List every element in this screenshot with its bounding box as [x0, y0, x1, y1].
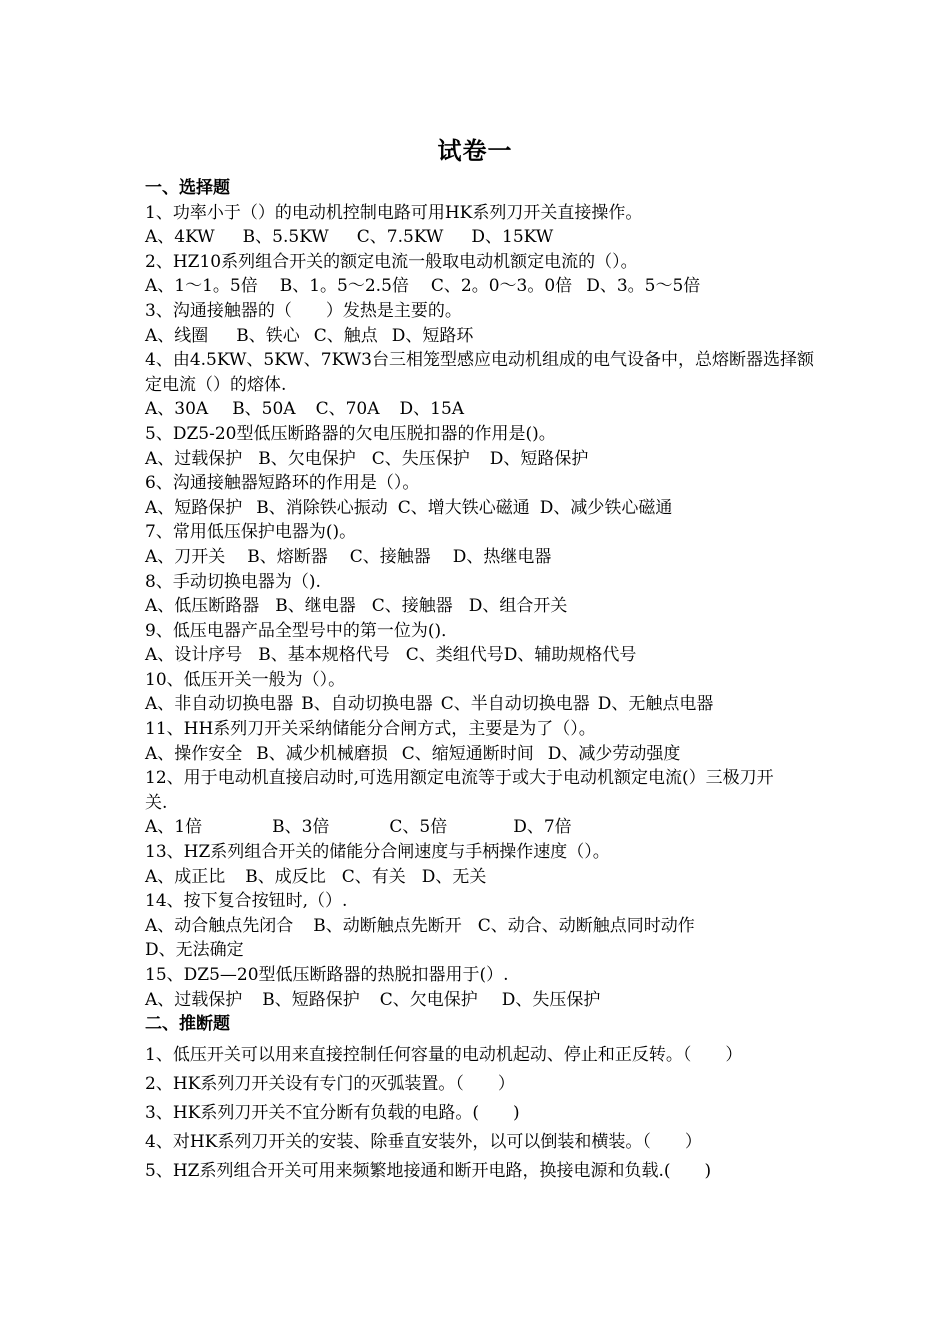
- option: C、欠电保护: [379, 989, 478, 1010]
- option: C、半自动切换电器: [440, 694, 590, 715]
- option: B、欠电保护: [258, 448, 356, 469]
- option: B、熔断器: [247, 546, 328, 567]
- judgment-list: [145, 1041, 815, 1186]
- question-options: [145, 742, 815, 767]
- option: C、接触器: [371, 596, 453, 617]
- option: D、失压保护: [501, 989, 601, 1010]
- option: C、失压保护: [371, 448, 470, 469]
- question-options: [145, 815, 815, 840]
- option: D、无关: [421, 866, 487, 887]
- option: B、50A: [232, 399, 296, 420]
- question-options: [145, 397, 815, 422]
- option: C、缩短通断时间: [401, 743, 534, 764]
- option: D、15A: [399, 399, 465, 420]
- option: D、7倍: [513, 817, 572, 838]
- question-options: [145, 496, 815, 521]
- section-heading-judgment: 二、推断题: [145, 1014, 230, 1035]
- option: B、1。5～2.5倍: [279, 276, 409, 297]
- judgment-item: 1、低压开关可以用来直接控制任何容量的电动机起动、停止和正反转。（ ）: [145, 1044, 743, 1065]
- option: D、3。5～5倍: [586, 276, 701, 297]
- option: A、30A: [145, 399, 209, 420]
- option: C、增大铁心磁通: [397, 497, 530, 518]
- option: C、类组代号D、辅助规格代号: [405, 645, 637, 666]
- question-options: [145, 914, 815, 939]
- option: A、线圈: [145, 325, 209, 346]
- option: B、消除铁心振动: [256, 497, 388, 518]
- judgment-item: 5、HZ系列组合开关可用来频繁地接通和断开电路，换接电源和负载.( ): [145, 1160, 712, 1181]
- option: B、短路保护: [262, 989, 360, 1010]
- question-text: 4、由4.5KW、5KW、7KW3台三相笼型感应电动机组成的电气设备中，总熔断器选择额定电流（）的熔体.: [145, 350, 815, 395]
- question-text: 12、用于电动机直接启动时,可选用额定电流等于或大于电动机额定电流(）三极刀开关.: [145, 768, 774, 813]
- option: B、成反比: [245, 866, 326, 887]
- question-text: 6、沟通接触器短路环的作用是（）。: [145, 473, 420, 494]
- judgment-item: 2、HK系列刀开关设有专门的灭弧装置。（ ）: [145, 1073, 515, 1094]
- section-heading-choice: 一、选择题: [145, 178, 230, 198]
- option: A、动合触点先闭合: [145, 915, 294, 936]
- exam-content: [145, 176, 815, 1186]
- option: D、组合开关: [468, 596, 568, 617]
- question-text: 3、沟通接触器的（ ）发热是主要的。: [145, 300, 462, 321]
- option: C、5倍: [389, 817, 448, 838]
- option: C、有关: [341, 866, 406, 887]
- option: B、铁心: [236, 325, 300, 346]
- option: A、成正比: [145, 866, 226, 887]
- option: D、减少劳动强度: [547, 743, 681, 764]
- question-options: [145, 274, 815, 299]
- option: C、2。0～3。0倍: [430, 276, 573, 297]
- option: C、接触器: [349, 546, 431, 567]
- option: D、15KW: [471, 227, 554, 248]
- judgment-item: 3、HK系列刀开关不宜分断有负载的电路。( ): [145, 1102, 520, 1123]
- option: A、过载保护: [145, 989, 243, 1010]
- option: B、基本规格代号: [258, 645, 390, 666]
- option: C、7.5KW: [356, 227, 444, 248]
- question-text: 8、手动切换电器为（).: [145, 571, 321, 592]
- option: A、设计序号: [145, 645, 243, 666]
- question-text: 2、HZ10系列组合开关的额定电流一般取电动机额定电流的（）。: [145, 251, 638, 272]
- question-options: [145, 865, 815, 890]
- option: A、操作安全: [145, 743, 243, 764]
- question-text: 1、功率小于（）的电动机控制电路可用HK系列刀开关直接操作。: [145, 202, 643, 223]
- question-text: 7、常用低压保护电器为()。: [145, 522, 357, 543]
- question-options: [145, 594, 815, 619]
- option: A、1倍: [145, 817, 203, 838]
- option: A、短路保护: [145, 497, 243, 518]
- option: A、1～1。5倍: [145, 276, 258, 297]
- question-text: 15、DZ5—20型低压断路器的热脱扣器用于(）.: [145, 965, 509, 985]
- question-text: 14、按下复合按钮时,（）.: [145, 891, 348, 912]
- option: A、刀开关: [145, 546, 226, 567]
- question-text: 11、HH系列刀开关采纳储能分合闸方式，主要是为了（）。: [145, 719, 596, 740]
- option: B、3倍: [272, 817, 330, 838]
- question-text: 10、低压开关一般为（）。: [145, 669, 346, 690]
- question-options: [145, 225, 815, 250]
- question-options: [145, 447, 815, 472]
- question-text: 13、HZ系列组合开关的储能分合闸速度与手柄操作速度（）。: [145, 842, 610, 863]
- option: A、低压断路器: [145, 596, 260, 617]
- option: A、非自动切换电器: [145, 694, 294, 715]
- option: B、继电器: [275, 596, 356, 617]
- question-options: [145, 324, 815, 349]
- option: D、短路保护: [489, 448, 589, 469]
- judgment-item: 4、对HK系列刀开关的安装、除垂直安装外，以可以倒装和横装。（ ）: [145, 1131, 702, 1152]
- option: C、70A: [315, 399, 380, 420]
- option: C、动合、动断触点同时动作: [477, 915, 695, 936]
- question-options: [145, 692, 815, 717]
- question-options: [145, 988, 815, 1013]
- option: B、5.5KW: [242, 227, 329, 248]
- question-text: 9、低压电器产品全型号中的第一位为()．: [145, 620, 459, 641]
- page-title: 试卷一: [437, 136, 513, 165]
- option: D、热继电器: [452, 546, 552, 567]
- option: D、短路环: [391, 325, 474, 346]
- option: B、动断触点先断开: [313, 915, 462, 936]
- question-option-extra: D、无法确定: [145, 940, 244, 961]
- question-options: [145, 545, 815, 570]
- question-text: 5、DZ5-20型低压断路器的欠电压脱扣器的作用是()。: [145, 423, 556, 444]
- option: A、过载保护: [145, 448, 243, 469]
- option: C、触点: [313, 325, 378, 346]
- option: D、减少铁心磁通: [539, 497, 673, 518]
- option: B、减少机械磨损: [256, 743, 388, 764]
- question-options: [145, 643, 815, 668]
- option: B、自动切换电器: [301, 694, 433, 715]
- option: D、无触点电器: [597, 694, 714, 715]
- option: A、4KW: [145, 227, 215, 248]
